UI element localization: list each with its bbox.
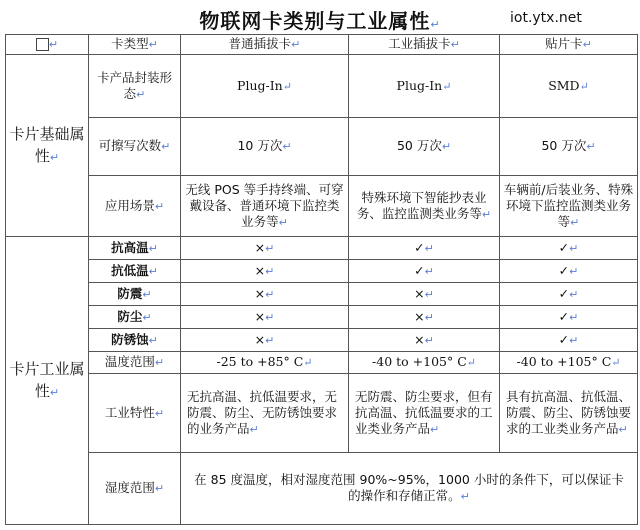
table-cell: 无防震、防尘要求，但有抗高温、抗低温要求的工业类业务产品↵ (349, 374, 500, 453)
table-cell: -25 to +85° C↵ (181, 352, 349, 374)
table-cell: 无线 POS 等手持终端、可穿戴设备、普通环境下监控类业务等↵ (181, 176, 349, 237)
table-cell: ✓↵ (349, 237, 500, 260)
title-bar (0, 0, 640, 36)
header-row (6, 35, 638, 55)
select-all-cell[interactable]: ↵ (6, 35, 89, 55)
table-cell: 10 万次↵ (181, 118, 349, 176)
table-cell: ✓↵ (500, 306, 638, 329)
col-header-smd: 贴片卡↵ (500, 35, 638, 55)
site-url: iot.ytx.net (510, 10, 582, 26)
page-title: 物联网卡类别与工业属性↵ (199, 9, 441, 33)
row-shock (6, 283, 638, 306)
table-cell: -40 to +105° C↵ (500, 352, 638, 374)
row-dust (6, 306, 638, 329)
table-cell: ✓↵ (500, 260, 638, 283)
row-label: 工业特性↵ (89, 374, 181, 453)
row-features (6, 374, 638, 453)
row-label: 应用场景↵ (89, 176, 181, 237)
table-cell: ×↵ (349, 283, 500, 306)
row-erase (6, 118, 638, 176)
row-corrosion (6, 329, 638, 352)
col-header-normal: 普通插拔卡↵ (181, 35, 349, 55)
card-comparison-table (5, 34, 638, 525)
table-cell: ✓↵ (349, 260, 500, 283)
checkbox-icon[interactable] (36, 38, 49, 51)
table-cell: Plug-In↵ (349, 55, 500, 118)
table-cell: ✓↵ (500, 237, 638, 260)
row-label: 抗高温↵ (89, 237, 181, 260)
row-label: 防锈蚀↵ (89, 329, 181, 352)
table-cell: ×↵ (181, 237, 349, 260)
group-industrial: 卡片工业属性↵ (6, 237, 89, 525)
table-cell: ×↵ (181, 306, 349, 329)
table-cell: 车辆前/后装业务、特殊环境下监控监测类业务等↵ (500, 176, 638, 237)
row-label: 温度范围↵ (89, 352, 181, 374)
table-cell: ×↵ (181, 283, 349, 306)
table-cell: ×↵ (349, 306, 500, 329)
table-cell: 特殊环境下智能抄表业务、监控监测类业务等↵ (349, 176, 500, 237)
table-cell: 50 万次↵ (349, 118, 500, 176)
humidity-cell: 在 85 度温度，相对湿度范围 90%~95%，1000 小时的条件下，可以保证卡的操作和存储正常。↵ (181, 453, 638, 525)
row-package (6, 55, 638, 118)
row-label: 防尘↵ (89, 306, 181, 329)
col-header-type: 卡类型↵ (89, 35, 181, 55)
table-cell: 无抗高温、抗低温要求，无防震、防尘、无防锈蚀要求的业务产品↵ (181, 374, 349, 453)
row-high-temp (6, 237, 638, 260)
table-cell: 50 万次↵ (500, 118, 638, 176)
col-header-industrial: 工业插拔卡↵ (349, 35, 500, 55)
table-cell: ×↵ (181, 329, 349, 352)
table-cell: ×↵ (349, 329, 500, 352)
row-label: 湿度范围↵ (89, 453, 181, 525)
row-humidity (6, 453, 638, 525)
row-label: 防震↵ (89, 283, 181, 306)
table-cell: Plug-In↵ (181, 55, 349, 118)
row-temp-range (6, 352, 638, 374)
group-basic: 卡片基础属性↵ (6, 55, 89, 237)
table-cell: 具有抗高温、抗低温、防震、防尘、防锈蚀要求的工业类业务产品↵ (500, 374, 638, 453)
row-label: 抗低温↵ (89, 260, 181, 283)
table-cell: SMD↵ (500, 55, 638, 118)
table-cell: -40 to +105° C↵ (349, 352, 500, 374)
row-label: 可擦写次数↵ (89, 118, 181, 176)
table-cell: ×↵ (181, 260, 349, 283)
table-cell: ✓↵ (500, 329, 638, 352)
row-scenario (6, 176, 638, 237)
row-label: 卡产品封装形态↵ (89, 55, 181, 118)
table-cell: ✓↵ (500, 283, 638, 306)
row-low-temp (6, 260, 638, 283)
